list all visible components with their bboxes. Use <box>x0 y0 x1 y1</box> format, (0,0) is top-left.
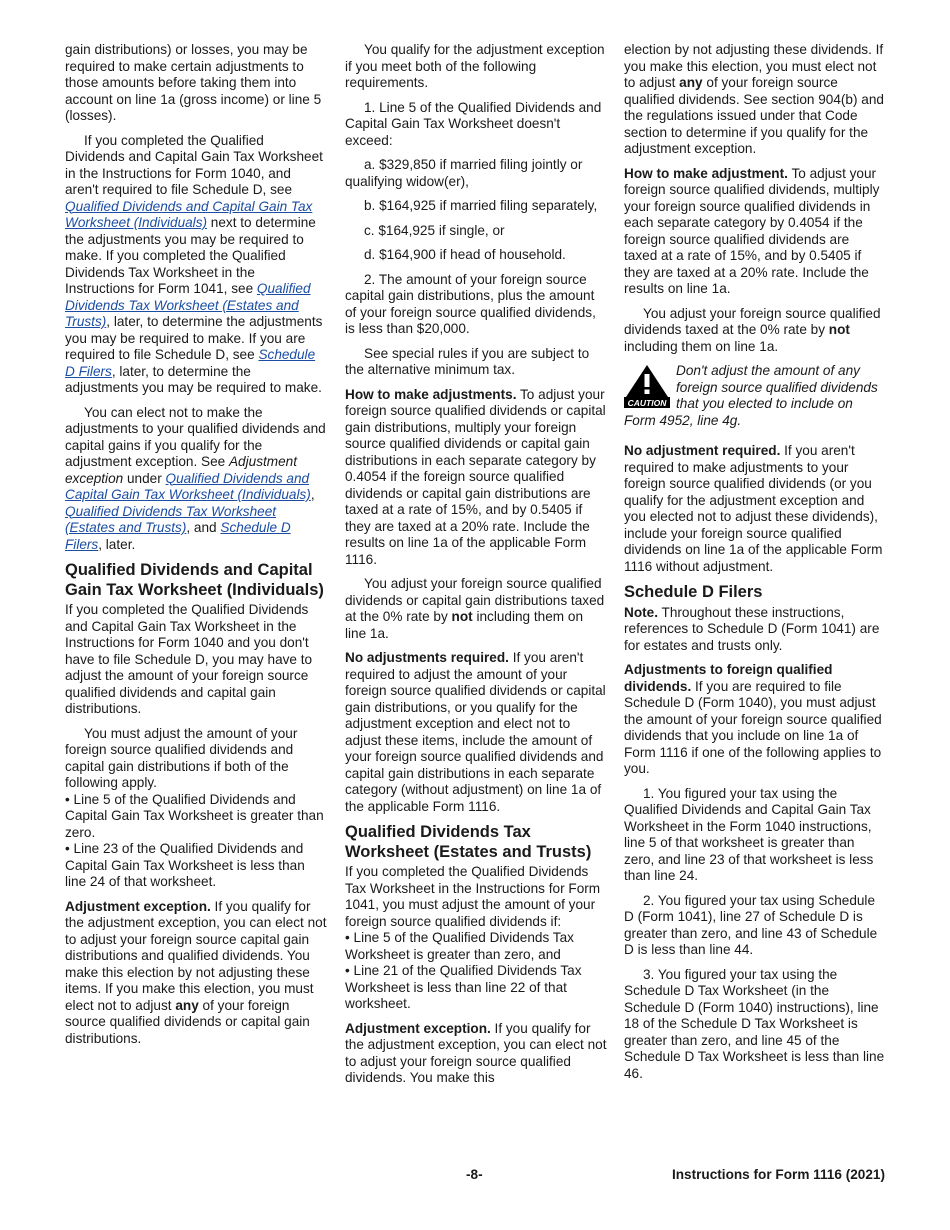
lettered-item: b. $164,925 if married filing separately, <box>364 198 598 213</box>
caution-icon <box>624 364 670 408</box>
paragraph <box>624 605 886 655</box>
paragraph <box>345 387 607 569</box>
bullet-icon: • <box>345 963 350 978</box>
text: If you aren't required to adjust the amount of your foreign source qualified dividends or capital gain distributions, or you qualify for the adjustment exception and elect not to adjust these items, include the amount of your foreign source qualified dividends and capital gain distributions in each separate category (without adjustment) on line 1a of the applicable Form 1116. <box>345 650 606 814</box>
text: You can elect not to make the adjustments to your qualified dividends and capital gains if you qualify for the adjustment exception. See <box>65 404 326 469</box>
text: , <box>310 487 315 502</box>
numbered-item: 1. Line 5 of the Qualified Dividends and Capital Gain Tax Worksheet doesn't exceed: <box>345 99 602 148</box>
section-heading-estates-trusts: Qualified Dividends Tax Worksheet (Estates and Trusts) <box>345 823 592 861</box>
paragraph <box>345 1021 607 1087</box>
bullet-text: Line 23 of the Qualified Dividends and Capital Gain Tax Worksheet is less than line 24 of that worksheet. <box>65 841 305 889</box>
caution-label: CAUTION <box>627 398 667 408</box>
text: If you are required to file Schedule D (Form 1040), you must adjust the amount of your foreign source qualified dividends that you include on line 1a of Form 1116 if one of the following applies to you. <box>624 678 882 776</box>
paragraph: See special rules if you are subject to the alternative minimum tax. <box>345 345 590 377</box>
link-schedule-d-filers[interactable]: Schedule D Filers <box>65 520 291 552</box>
paragraph <box>624 306 886 356</box>
paragraph <box>345 650 607 815</box>
text: If you completed the Qualified Dividends and Capital Gain Tax Worksheet in the Instructions for Form 1040, and aren't required to file Schedule D, see <box>65 132 323 197</box>
text: You adjust your foreign source qualified dividends taxed at the 0% rate by <box>624 305 881 337</box>
text: of your foreign source qualified dividends. See section 904(b) and the regulations issued under that Code section to determine if you qualify for the adjustment exception. <box>624 75 884 156</box>
emphasis: not <box>451 609 473 624</box>
paragraph: You qualify for the adjustment exception if you meet both of the following requirements. <box>345 42 605 90</box>
paragraph: If you completed the Qualified Dividends Tax Worksheet in the Instructions for Form 1041, you must adjust the amount of your foreign source qualified dividends if: <box>345 864 601 929</box>
run-in-heading: Note. <box>624 604 658 620</box>
bullet-text: Line 21 of the Qualified Dividends Tax Worksheet is less than line 22 of that worksheet. <box>345 963 582 1011</box>
link-qd-worksheet-estates-trusts[interactable]: Qualified Dividends Tax Worksheet (Estates and Trusts) <box>65 281 311 329</box>
bullet-item <box>345 963 607 1013</box>
column-1 <box>65 42 327 1055</box>
paragraph <box>65 405 327 554</box>
text: To adjust your foreign source qualified dividends, multiply your foreign source qualified dividends in each separate category by 0.4054 if the foreign source qualified dividends are taxed at a rate of 15%, and by 0.5405 if they are taxed at a 20% rate. Include the results on line 1a. <box>624 165 880 296</box>
bullet-item <box>65 841 327 891</box>
paragraph <box>624 443 886 575</box>
numbered-item: 2. You figured your tax using Schedule D (Form 1041), line 27 of Schedule D is greater than zero, and line 43 of Schedule D is less than line 44. <box>624 892 878 957</box>
paragraph <box>624 662 886 778</box>
paragraph <box>65 133 327 397</box>
lettered-item: a. $329,850 if married filing jointly or qualifying widow(er), <box>345 157 583 189</box>
text: , later, to determine the adjustments you may be required to make. <box>65 363 322 395</box>
link-qd-cg-worksheet-individuals[interactable]: Qualified Dividends and Capital Gain Tax Worksheet (Individuals) <box>65 470 311 502</box>
numbered-item: 2. The amount of your foreign source capital gain distributions, plus the amount of your foreign source qualified dividends, is less than $20,000. <box>345 271 596 336</box>
text: If you qualify for the adjustment exception, you can elect not to adjust your foreign source capital gain distributions and qualified dividends. You make this election by not adjusting these items. If you make this election, you must elect not to adjust <box>65 898 327 1013</box>
paragraph <box>624 166 886 298</box>
paragraph: If you completed the Qualified Dividends and Capital Gain Tax Worksheet in the Instructions for Form 1040 and you don't have to file Schedule D, you may have to adjust the amount of your foreign source qualified dividends and capital gain distributions. <box>65 602 313 716</box>
text: under <box>123 470 166 486</box>
text: of your foreign source qualified dividends or capital gain distributions. <box>65 997 310 1046</box>
run-in-heading: How to make adjustments. <box>345 386 517 402</box>
text: next to determine the adjustments you may be required to make. If you completed the Qualified Dividends Tax Worksheet in the Instructions for Form 1041, see <box>65 215 316 296</box>
warning-triangle-icon <box>624 364 670 408</box>
bullet-text: Line 5 of the Qualified Dividends Tax Worksheet is greater than zero, and <box>345 930 574 962</box>
run-in-heading: Adjustments to foreign qualified dividends. <box>624 662 833 694</box>
emphasis: any <box>175 997 199 1013</box>
caution-text: Don't adjust the amount of any foreign source qualified dividends that you elected to include on Form 4952, line 4g. <box>624 363 878 428</box>
text: Throughout these instructions, references to Schedule D (Form 1041) are for estates and trusts only. <box>624 604 880 653</box>
column-2 <box>345 42 607 1095</box>
link-schedule-d-filers[interactable]: Schedule D Filers <box>65 347 316 379</box>
paragraph <box>345 576 607 642</box>
bullet-item <box>345 930 607 963</box>
numbered-item: 3. You figured your tax using the Schedule D Tax Worksheet (in the Schedule D (Form 1040) instructions), line 18 of the Schedule D Tax Worksheet is greater than zero, and line 45 of the Schedule D Tax Worksheet is less than line 46. <box>624 966 885 1081</box>
text: including them on line 1a. <box>345 609 584 641</box>
section-heading-schedule-d-filers: Schedule D Filers <box>624 583 763 601</box>
run-in-heading: No adjustment required. <box>624 443 781 458</box>
link-qd-worksheet-estates-trusts[interactable]: Qualified Dividends Tax Worksheet (Estates and Trusts) <box>65 503 277 535</box>
text: election by not adjusting these dividends. If you make this election, you must elect not to adjust <box>624 42 884 90</box>
emphasis: not <box>828 322 850 337</box>
paragraph <box>624 42 886 158</box>
run-in-heading: Adjustment exception. <box>65 898 211 914</box>
bullet-text: Line 5 of the Qualified Dividends and Capital Gain Tax Worksheet is greater than zero. <box>65 791 324 840</box>
paragraph <box>65 899 327 1048</box>
numbered-item: 1. You figured your tax using the Qualified Dividends and Capital Gain Tax Worksheet in the Form 1040 instructions, line 5 of that worksheet is greater than zero, and line 23 of that worksheet is less than line 24. <box>624 785 874 883</box>
text: To adjust your foreign source qualified dividends or capital gain distributions, multiply your foreign source qualified dividends or capital gain distributions in each separate category by 0.4054 if the foreign source qualified dividends or capital gain distributions are taxed at a rate of 15%, and by 0.5405 if they are taxed at a 20% rate. Include the results on line 1a of the applicable Form 1116. <box>345 386 606 567</box>
text: If you aren't required to make adjustments to your foreign source qualified dividends (or you qualify for the adjustment exception and you elected not to adjust these dividends), include your foreign source qualified dividends on line 1a of the applicable Form 1116 without adjustment. <box>624 443 883 574</box>
text: If you qualify for the adjustment exception, you can elect not to adjust your foreign source qualified dividends. You make this <box>345 1020 607 1085</box>
page-number: -8- <box>466 1167 483 1182</box>
lettered-item: c. $164,925 if single, or <box>364 222 505 238</box>
column-3 <box>624 42 886 1090</box>
paragraph: You must adjust the amount of your foreign source qualified dividends and capital gain distributions if both of the following apply. <box>65 725 298 790</box>
text: including them on line 1a. <box>624 338 779 354</box>
run-in-heading: How to make adjustment. <box>624 165 788 181</box>
bullet-icon: • <box>65 841 70 856</box>
bullet-item <box>65 792 327 842</box>
paragraph: gain distributions) or losses, you may be required to make certain adjustments to those amounts before taking them into account on line 1a (gross income) or line 5 (losses). <box>65 42 322 123</box>
italic-text: Adjustment exception <box>65 454 297 486</box>
text: , later, to determine the adjustments you may be required to make. If you are required to file Schedule D, see <box>65 314 323 362</box>
run-in-heading: Adjustment exception. <box>345 1020 491 1036</box>
text: You adjust your foreign source qualified dividends or capital gain distributions taxed at the 0% rate by <box>345 576 605 624</box>
text: , later. <box>98 536 136 552</box>
text: , and <box>186 520 221 535</box>
bullet-icon: • <box>345 930 350 945</box>
run-in-heading: No adjustments required. <box>345 650 509 665</box>
caution-note <box>624 363 886 429</box>
lettered-item: d. $164,900 if head of household. <box>364 247 566 262</box>
document-title: Instructions for Form 1116 (2021) <box>671 1167 885 1182</box>
emphasis: any <box>679 75 703 90</box>
link-qd-cg-worksheet-individuals[interactable]: Qualified Dividends and Capital Gain Tax Worksheet (Individuals) <box>65 198 313 230</box>
bullet-icon: • <box>65 791 70 807</box>
section-heading-individuals: Qualified Dividends and Capital Gain Tax Worksheet (Individuals) <box>65 561 324 599</box>
